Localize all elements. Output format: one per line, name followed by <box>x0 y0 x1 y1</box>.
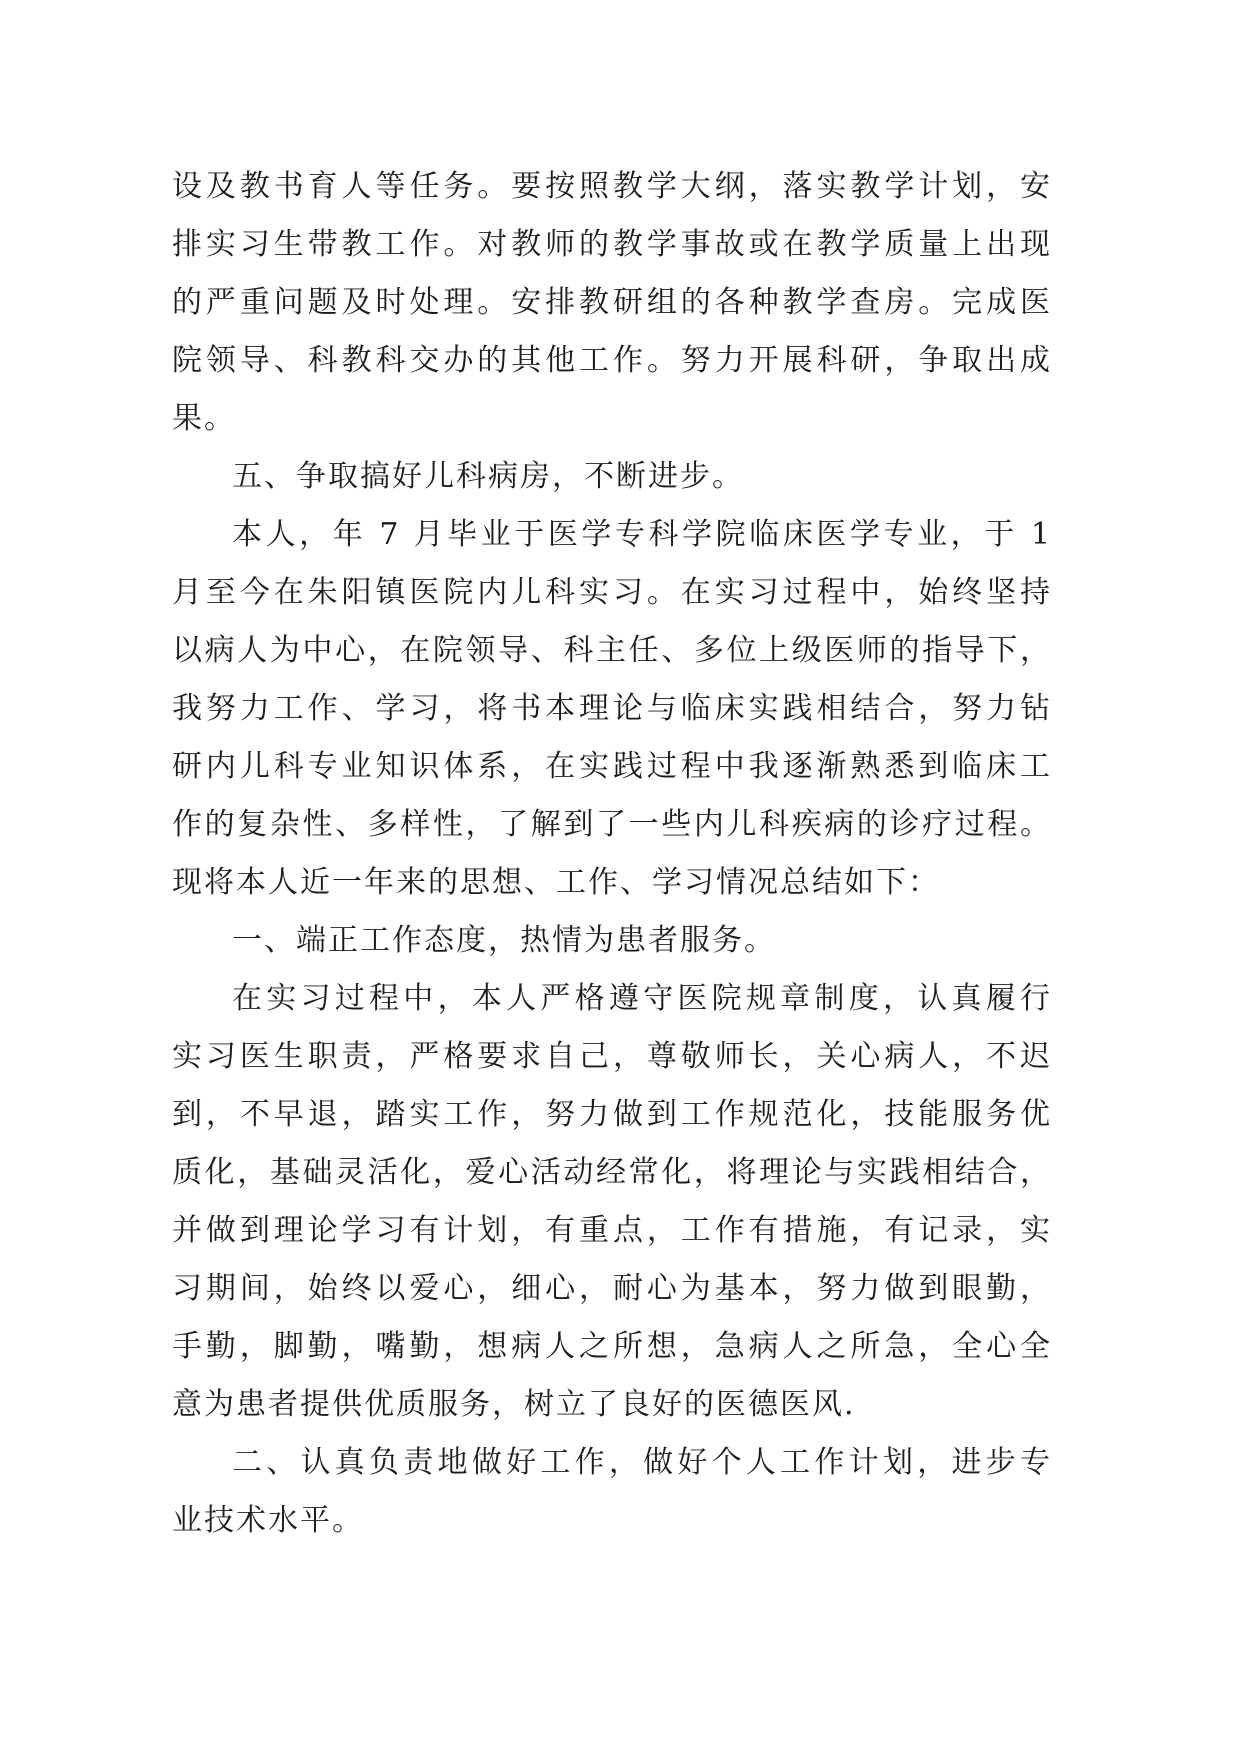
text-line: 习期间，始终以爱心，细心，耐心为基本，努力做到眼勤， <box>172 1271 1052 1306</box>
text-line: 到，不早退，踏实工作，努力做到工作规范化，技能服务优 <box>172 1097 1052 1132</box>
text-line: 院领导、科教科交办的其他工作。努力开展科研，争取出成 <box>172 343 1052 378</box>
heading-line: 二、认真负责地做好工作，做好个人工作计划，进步专 <box>232 1445 1052 1480</box>
text-line: 并做到理论学习有计划，有重点，工作有措施，有记录，实 <box>172 1213 1052 1248</box>
text-line: 的严重问题及时处理。安排教研组的各种教学查房。完成医 <box>172 285 1052 320</box>
text-line: 作的复杂性、多样性，了解到了一些内儿科疾病的诊疗过程。 <box>172 807 1052 842</box>
heading-line: 业技术水平。 <box>172 1503 364 1538</box>
heading-line: 五、争取搞好儿科病房，不断进步。 <box>232 459 744 494</box>
text-line: 现将本人近一年来的思想、工作、学习情况总结如下： <box>172 865 940 900</box>
text-line: 研内儿科专业知识体系，在实践过程中我逐渐熟悉到临床工 <box>172 749 1052 784</box>
text-line: 手勤，脚勤，嘴勤，想病人之所想，急病人之所急，全心全 <box>172 1329 1052 1364</box>
heading-line: 一、端正工作态度，热情为患者服务。 <box>232 923 776 958</box>
document-body <box>172 158 1052 1550</box>
section-heading <box>172 912 1052 970</box>
text-line: 月至今在朱阳镇医院内儿科实习。在实习过程中，始终坚持 <box>172 575 1052 610</box>
paragraph <box>172 158 1052 448</box>
text-line: 设及教书育人等任务。要按照教学大纲，落实教学计划，安 <box>172 169 1052 204</box>
text-line: 质化，基础灵活化，爱心活动经常化，将理论与实践相结合， <box>172 1155 1052 1190</box>
text-line: 排实习生带教工作。对教师的教学事故或在教学质量上出现 <box>172 227 1052 262</box>
text-line: 以病人为中心，在院领导、科主任、多位上级医师的指导下， <box>172 633 1052 668</box>
paragraph <box>172 506 1052 912</box>
text-line: 本人，年 7 月毕业于医学专科学院临床医学专业，于 1 <box>232 517 1052 552</box>
section-heading <box>172 1434 1052 1550</box>
text-line: 在实习过程中，本人严格遵守医院规章制度，认真履行 <box>232 981 1052 1016</box>
paragraph <box>172 970 1052 1434</box>
text-line: 实习医生职责，严格要求自己，尊敬师长，关心病人，不迟 <box>172 1039 1052 1074</box>
text-line: 果。 <box>172 401 236 436</box>
text-line: 我努力工作、学习，将书本理论与临床实践相结合，努力钻 <box>172 691 1052 726</box>
text-line: 意为患者提供优质服务，树立了良好的医德医风. <box>172 1387 856 1422</box>
section-heading <box>172 448 1052 506</box>
